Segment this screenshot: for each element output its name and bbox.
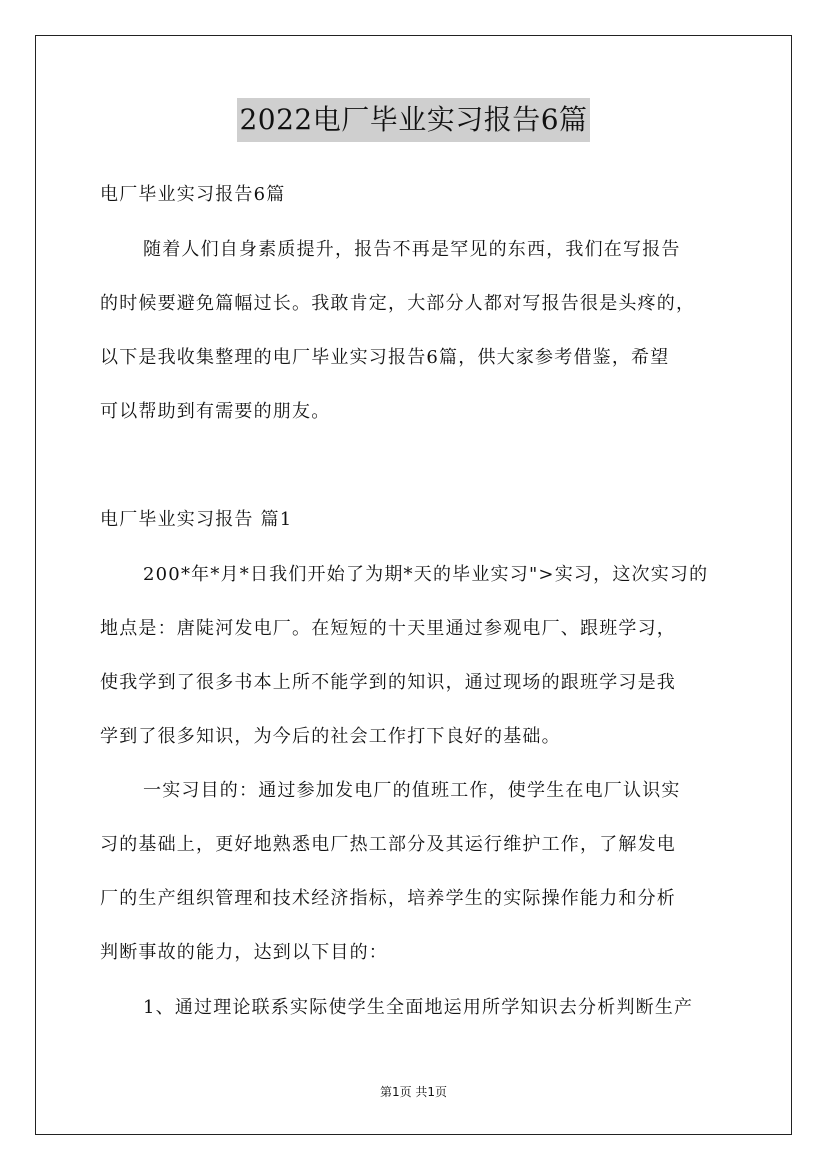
paragraph-line: 习的基础上，更好地熟悉电厂热工部分及其运行维护工作，了解发电 (100, 834, 676, 855)
title-container (0, 98, 827, 142)
page-footer: 第1页 共1页 (379, 1085, 448, 1099)
paragraph-line: 1、通过理论联系实际使学生全面地运用所学知识去分析判断生产 (143, 997, 694, 1018)
paragraph-line: 使我学到了很多书本上所不能学到的知识，通过现场的跟班学习是我 (100, 672, 676, 693)
section-heading: 电厂毕业实习报告 篇1 (100, 509, 293, 530)
document-title: 2022电厂毕业实习报告6篇 (237, 98, 589, 142)
paragraph-line: 厂的生产组织管理和技术经济指标，培养学生的实际操作能力和分析 (100, 888, 676, 909)
paragraph-line: 随着人们自身素质提升，报告不再是罕见的东西，我们在写报告 (143, 239, 681, 260)
paragraph-line: 的时候要避免篇幅过长。我敢肯定，大部分人都对写报告很是头疼的， (100, 293, 696, 314)
paragraph-line: 以下是我收集整理的电厂毕业实习报告6篇，供大家参考借鉴，希望 (100, 347, 670, 368)
paragraph-line: 可以帮助到有需要的朋友。 (100, 401, 331, 422)
paragraph-line: 一实习目的：通过参加发电厂的值班工作，使学生在电厂认识实 (143, 780, 681, 801)
paragraph-line: 200*年*月*日我们开始了为期*天的毕业实习">实习，这次实习的 (143, 564, 709, 585)
intro-heading: 电厂毕业实习报告6篇 (100, 184, 286, 205)
paragraph-line: 地点是：唐陡河发电厂。在短短的十天里通过参观电厂、跟班学习， (100, 618, 676, 639)
paragraph-line: 判断事故的能力，达到以下目的： (100, 942, 388, 963)
paragraph-line: 学到了很多知识，为今后的社会工作打下良好的基础。 (100, 726, 561, 747)
